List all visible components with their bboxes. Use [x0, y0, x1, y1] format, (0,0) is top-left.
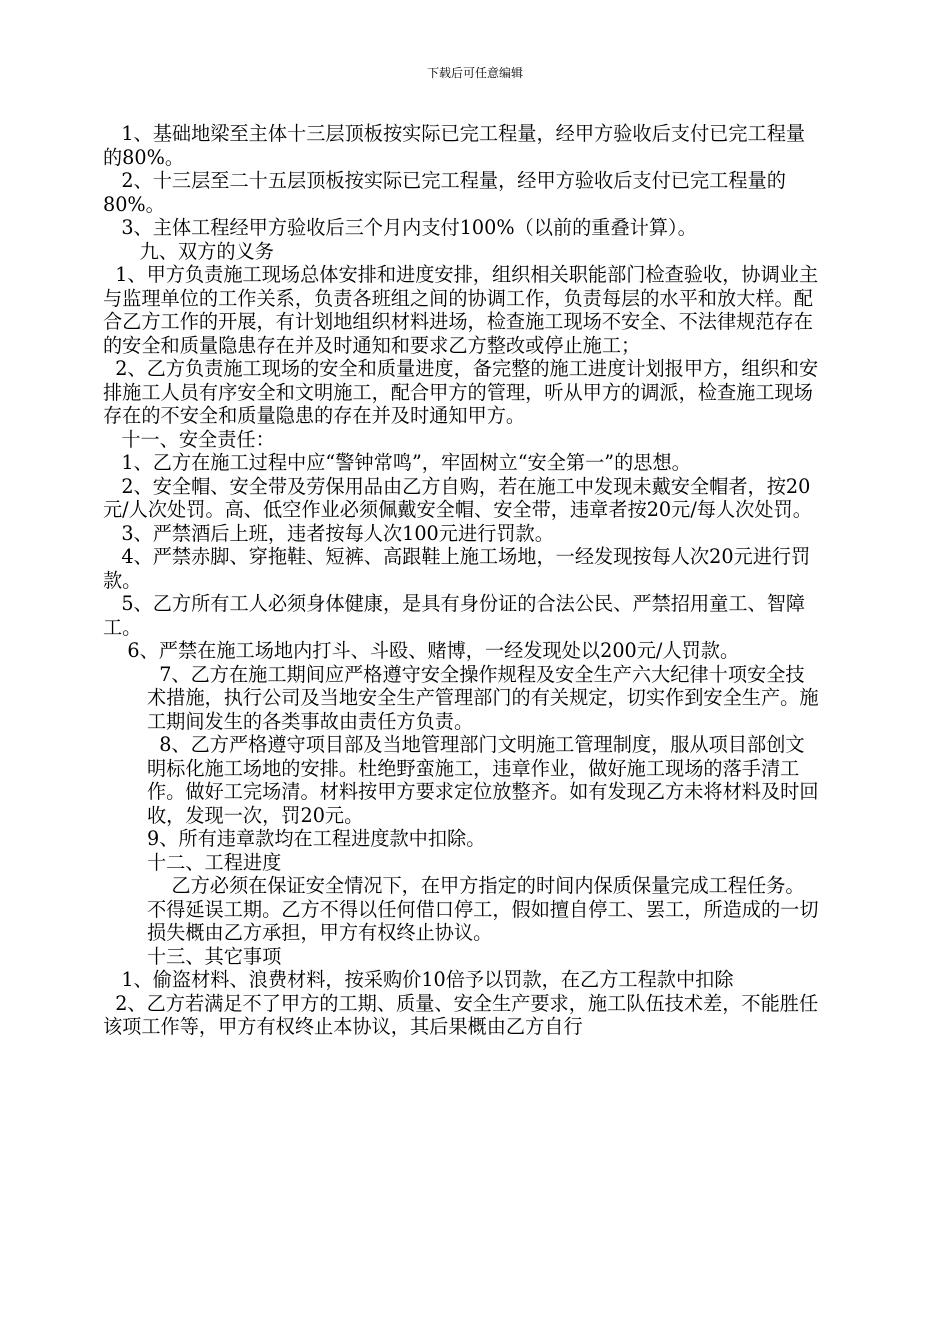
- paragraph: 5、乙方所有工人必须身体健康，是具有身份证的合法公民、严禁招用童工、智障工。: [103, 592, 806, 639]
- section-heading: 十三、其它事项: [147, 944, 282, 968]
- section-heading: 十二、工程进度: [147, 850, 282, 874]
- section-heading: 九、双方的义务: [103, 239, 274, 263]
- paragraph: 1、甲方负责施工现场总体安排和进度安排，组织相关职能部门检查验收，协调业主与监理单位的工作关系，负责各班组之间的协调工作，负责每层的水平和放大样。配合乙方工作的开展，有计划地组织材料进场，检查施工现场不安全、不法律规范存在的安全和质量隐患存在并及时通知和要求乙方整改或停止施工；: [103, 263, 819, 357]
- paragraph: 乙方必须在保证安全情况下，在甲方指定的时间内保质保量完成工程任务。不得延误工期。乙方不得以任何借口停工，假如擅自停工、罢工，所造成的一切损失概由乙方承担，甲方有权终止协议。: [147, 874, 819, 944]
- paragraph: 1、乙方在施工过程中应“警钟常鸣”，牢固树立“安全第一”的思想。: [103, 451, 691, 474]
- section-heading: 十一、安全责任：: [103, 427, 275, 451]
- paragraph: 2、安全帽、安全带及劳保用品由乙方自购，若在施工中发现未戴安全帽者，按20元/人次处罚。高、低空作业必须佩戴安全帽、安全带，违章者按20元/每人次处罚。: [103, 474, 812, 521]
- page-header: 下载后可任意编辑: [426, 66, 523, 80]
- paragraph: 2、乙方若满足不了甲方的工期、质量、安全生产要求，施工队伍技术差，不能胜任该项工作等，甲方有权终止本协议，其后果概由乙方自行: [103, 991, 819, 1038]
- paragraph: 6、严禁在施工场地内打斗、斗殴、赌博，一经发现处以200元/人罚款。: [103, 639, 740, 662]
- paragraph: 1、偷盗材料、浪费材料，按采购价10倍予以罚款，在乙方工程款中扣除: [103, 968, 734, 991]
- paragraph: 4、严禁赤脚、穿拖鞋、短裤、高跟鞋上施工场地，一经发现按每人次20元进行罚款。: [103, 545, 811, 592]
- paragraph: 8、乙方严格遵守项目部及当地管理部门文明施工管理制度，服从项目部创文明标化施工场地的安排。杜绝野蛮施工，违章作业，做好施工现场的落手清工作。做好工完场清。材料按甲方要求定位放整齐。如有发现乙方未将材料及时回收，发现一次，罚20元。: [147, 733, 819, 827]
- paragraph: 1、基础地梁至主体十三层顶板按实际已完工程量，经甲方验收后支付已完工程量的80%。: [103, 122, 806, 169]
- paragraph: 3、严禁酒后上班，违者按每人次100元进行罚款。: [103, 521, 554, 545]
- paragraph: 3、主体工程经甲方验收后三个月内支付100%（以前的重叠计算）。: [103, 216, 697, 239]
- paragraph: 7、乙方在施工期间应严格遵守安全操作规程及安全生产六大纪律十项安全技术措施，执行公司及当地安全生产管理部门的有关规定，切实作到安全生产。施工期间发生的各类事故由责任方负责。: [147, 662, 819, 733]
- paragraph: 9、所有违章款均在工程进度款中扣除。: [147, 827, 486, 850]
- document-body: [103, 122, 823, 1039]
- paragraph: 2、乙方负责施工现场的安全和质量进度，备完整的施工进度计划报甲方，组织和安排施工人员有序安全和文明施工，配合甲方的管理，听从甲方的调派，检查施工现场存在的不安全和质量隐患的存在并及时通知甲方。: [103, 357, 819, 427]
- paragraph: 2、十三层至二十五层顶板按实际已完工程量，经甲方验收后支付已完工程量的80%。: [103, 169, 786, 216]
